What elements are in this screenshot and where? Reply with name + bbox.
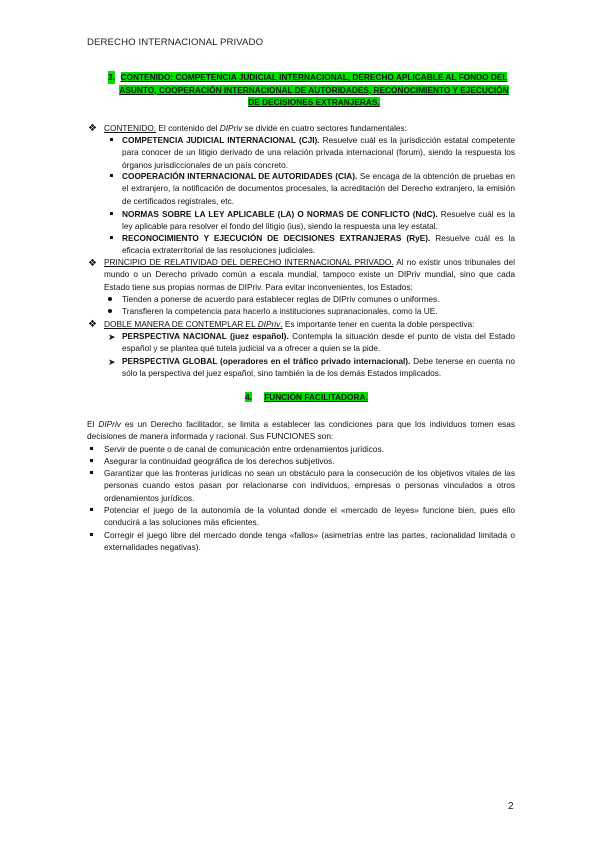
round-bullet-icon bbox=[108, 297, 112, 301]
dipriv-term: DIPriv bbox=[219, 123, 243, 133]
arrow-bullet-icon: ➤ bbox=[108, 357, 116, 367]
list-item: Tienden a ponerse de acuerdo para establecer reglas de DIPriv comunes o uniformes. bbox=[122, 294, 440, 304]
contenido-intro-end: se divide en cuatro sectores fundamentales: bbox=[242, 123, 407, 133]
section-4-number: 4. bbox=[245, 392, 252, 402]
section-3-number: 3. bbox=[108, 72, 115, 82]
funcion-paragraph: El DIPriv es un Derecho facilitador, se limita a establecer las condiciones para que los individuos tomen esas decisiones de manera informada y racional. Sus FUNCIONES son: bbox=[87, 419, 515, 442]
square-bullet-icon bbox=[110, 236, 113, 239]
item-title: COMPETENCIA JUDICIAL INTERNACIONAL (CJI). bbox=[122, 135, 320, 145]
perspectiva-paragraph bbox=[104, 318, 515, 330]
item-text: Debe tenerse en cuenta no sólo la perspectiva del juez español, sino también la de los demás Estados implicados. bbox=[122, 356, 515, 379]
relatividad-text: Al no existir unos tribunales del mundo o un Derecho privado común a escala mundial, tampoco existe un DIPriv mundial, sino que cada Estado tiene sus propias normas de DIPriv. Para evitar inconvenientes, los Estados: bbox=[104, 257, 515, 292]
list-item: Transfieren la competencia para hacerlo a instituciones supranacionales, como la UE. bbox=[122, 306, 438, 316]
item-title: PERSPECTIVA NACIONAL (juez español). bbox=[122, 331, 289, 341]
square-bullet-icon bbox=[110, 174, 113, 177]
list-item: Servir de puente o de canal de comunicación entre ordenamientos jurídicos. bbox=[104, 444, 384, 454]
perspectiva-text: Es importante tener en cuenta la doble perspectiva: bbox=[282, 319, 475, 329]
list-item: Garantizar que las fronteras jurídicas no sean un obstáculo para la consecución de los objetivos vitales de las personas cuando estos pasan por relacionarse con individuos, empresas o personas vinculados a otros ordenamientos jurídicos. bbox=[104, 468, 515, 503]
arrow-bullet-icon: ➤ bbox=[108, 332, 116, 342]
list-item bbox=[122, 208, 515, 233]
relatividad-paragraph bbox=[104, 256, 515, 293]
dipriv-term: DIPriv bbox=[98, 419, 121, 429]
list-item bbox=[122, 330, 515, 355]
contenido-label: CONTENIDO. bbox=[104, 123, 157, 133]
list-item bbox=[122, 355, 515, 380]
square-bullet-icon bbox=[110, 138, 113, 141]
square-bullet-icon bbox=[90, 471, 93, 474]
square-bullet-icon bbox=[90, 459, 93, 462]
list-item bbox=[122, 232, 515, 257]
page-number: 2 bbox=[508, 801, 514, 812]
running-header: DERECHO INTERNACIONAL PRIVADO bbox=[87, 37, 264, 48]
square-bullet-icon bbox=[110, 212, 113, 215]
item-text: Resuelve cuál es la jurisdicción estatal competente para conocer de un litigio derivado de una relación privada internacional (forum), siendo la respuesta los órganos jurisdiccionales de un país concreto. bbox=[122, 135, 515, 170]
square-bullet-icon bbox=[90, 533, 93, 536]
list-item: Potenciar el juego de la autonomía de la voluntad donde el «mercado de leyes» funcione bien, pues ello conducirá a las soluciones más eficientes. bbox=[104, 505, 515, 528]
item-title: RECONOCIMIENTO Y EJECUCIÓN DE DECISIONES EXTRANJERAS (RyE). bbox=[122, 233, 431, 243]
list-item: Asegurar la continuidad geográfica de los derechos subjetivos. bbox=[104, 456, 335, 466]
section-3-heading bbox=[87, 71, 513, 109]
contenido-intro: El contenido del bbox=[156, 123, 220, 133]
diamond-bullet-icon: ❖ bbox=[88, 319, 97, 330]
perspectiva-label: DOBLE MANERA DE CONTEMPLAR EL DIPriv. bbox=[104, 319, 283, 329]
square-bullet-icon bbox=[90, 508, 93, 511]
section-4-title: FUNCIÓN FACILITADORA. bbox=[264, 392, 368, 402]
contenido-paragraph bbox=[104, 122, 515, 134]
list-item: Corregir el juego libre del mercado donde tenga «fallos» (asimetrías entre las partes, racionalidad limitada o externalidades negativas). bbox=[104, 530, 515, 553]
section-4-heading bbox=[245, 391, 368, 403]
list-item bbox=[122, 134, 515, 171]
relatividad-label: PRINCIPIO DE RELATIVIDAD DEL DERECHO INTERNACIONAL PRIVADO. bbox=[104, 257, 394, 267]
item-text: Contempla la situación desde el punto de vista del Estado español y se plantea qué tutela judicial va a ofrecer a quien se la pide. bbox=[122, 331, 516, 354]
round-bullet-icon bbox=[108, 309, 112, 313]
item-title: PERSPECTIVA GLOBAL (operadores en el tráfico privado internacional). bbox=[122, 356, 411, 366]
item-text: Resuelve cuál es la ley aplicable para resolver el fondo del litigio (ius), siendo la respuesta una ley estatal. bbox=[122, 209, 515, 232]
section-3-title: CONTENIDO: COMPETENCIA JUDICIAL INTERNACIONAL, DERECHO APLICABLE AL FONDO DEL ASUNTO, COOPERACIÓN INTERNACIONAL DE AUTORIDADES, RECONOCIMIENTO Y EJECUCIÓN DE DECISIONES EXTRANJERAS. bbox=[119, 72, 509, 107]
square-bullet-icon bbox=[90, 447, 93, 450]
item-text: Resuelve cuál es la eficacia extraterritorial de las resoluciones judiciales. bbox=[122, 233, 515, 256]
diamond-bullet-icon: ❖ bbox=[88, 258, 97, 269]
list-item bbox=[122, 170, 515, 207]
item-title: COOPERACIÓN INTERNACIONAL DE AUTORIDADES (CIA). bbox=[122, 171, 358, 181]
item-title: NORMAS SOBRE LA LEY APLICABLE (LA) O NORMAS DE CONFLICTO (NdC). bbox=[122, 209, 438, 219]
item-text: Se encaga de la obtención de pruebas en el extranjero, la notificación de documentos procesales, la acreditación del Derecho extranjero, la emisión de certificados registrales, etc. bbox=[122, 171, 515, 206]
diamond-bullet-icon: ❖ bbox=[88, 123, 97, 134]
